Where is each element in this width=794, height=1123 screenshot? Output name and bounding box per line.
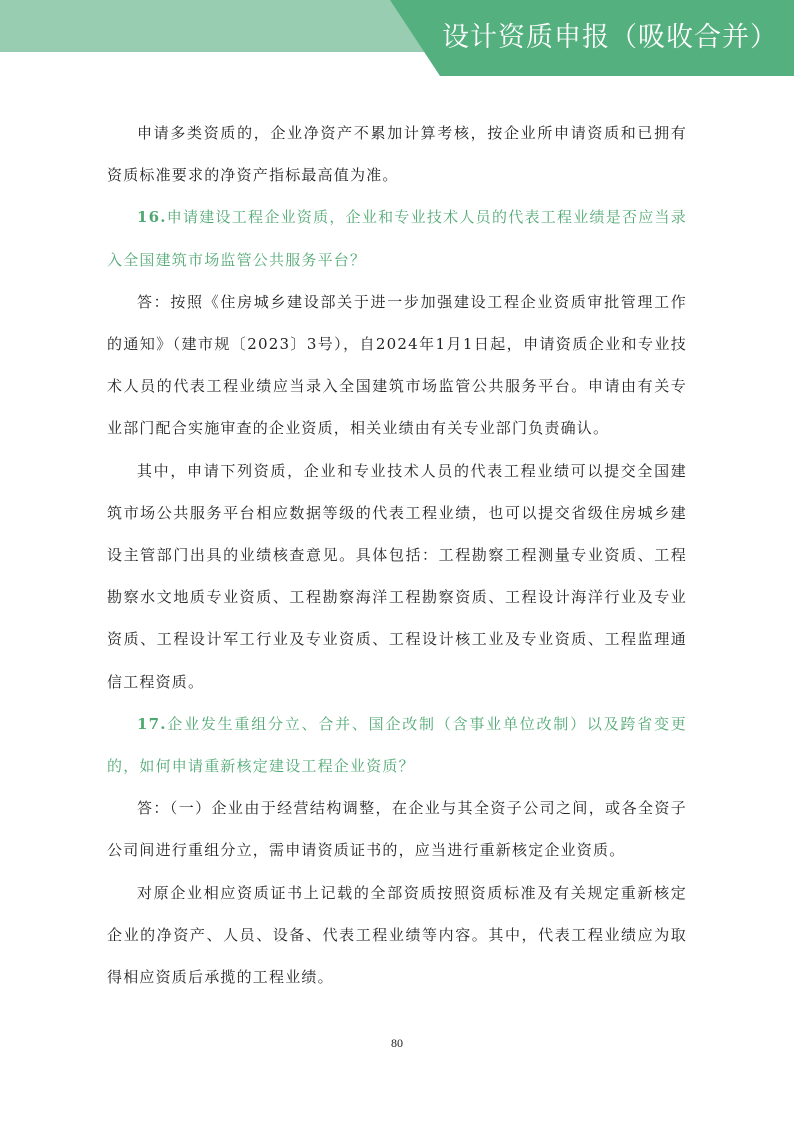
question-text: 申请建设工程企业资质，企业和专业技术人员的代表工程业绩是否应当录入全国建筑市场监管公共服务平台？: [107, 208, 687, 269]
paragraph: 对原企业相应资质证书上记载的全部资质按照资质标准及有关规定重新核定企业的净资产、人员、设备、代表工程业绩等内容。其中，代表工程业绩应为取得相应资质后承揽的工程业绩。: [107, 883, 687, 987]
paragraph: 其中，申请下列资质，企业和专业技术人员的代表工程业绩可以提交全国建筑市场公共服务平台相应数据等级的代表工程业绩，也可以提交省级住房城乡建设主管部门出具的业绩核查意见。具体包括：工程勘察工程测量专业资质、工程勘察水文地质专业资质、工程勘察海洋工程勘察资质、工程设计海洋行业及专业资质、工程设计军工行业及专业资质、工程设计核工业及专业资质、工程监理通信工程资质。: [107, 461, 687, 691]
document-body: [107, 112, 687, 998]
question-number: 17.: [137, 714, 167, 733]
question-text: 企业发生重组分立、合并、国企改制（含事业单位改制）以及跨省变更的，如何申请重新核定建设工程企业资质？: [107, 714, 687, 776]
section-title: 设计资质申报（吸收合并）: [442, 22, 778, 53]
question-number: 16.: [137, 208, 167, 227]
question-16: [107, 196, 687, 280]
header-light-band: [0, 0, 460, 52]
page-number: 80: [391, 1036, 403, 1050]
question-17: [107, 703, 687, 787]
paragraph: 申请多类资质的，企业净资产不累加计算考核，按企业所申请资质和已拥有资质标准要求的净资产指标最高值为准。: [107, 124, 687, 185]
paragraph: 答：（一）企业由于经营结构调整，在企业与其全资子公司之间，或各全资子公司间进行重组分立，需申请资质证书的，应当进行重新核定企业资质。: [107, 799, 687, 860]
paragraph: 答：按照《住房城乡建设部关于进一步加强建设工程企业资质审批管理工作的通知》（建市规〔2023〕3号），自2024年1月1日起，申请资质企业和专业技术人员的代表工程业绩应当录入全国建筑市场监管公共服务平台。申请由有关专业部门配合实施审查的企业资质，相关业绩由有关专业部门负责确认。: [107, 292, 687, 438]
